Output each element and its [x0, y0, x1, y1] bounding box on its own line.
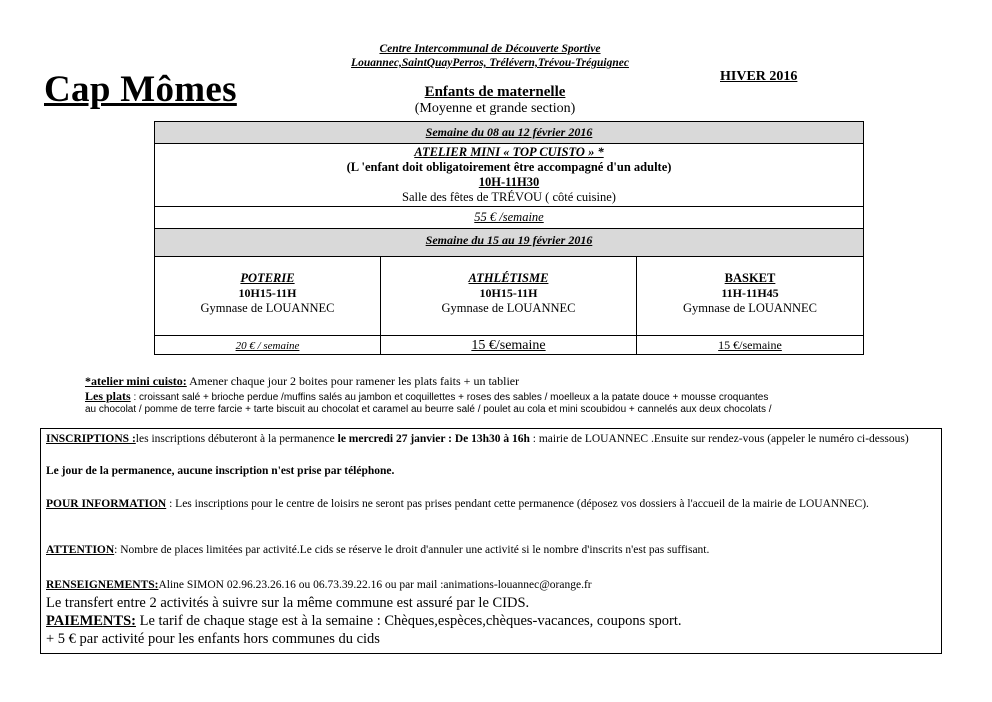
- activity-name: POTERIE: [240, 271, 295, 285]
- attention-label: ATTENTION: [46, 544, 115, 556]
- atelier-place: Salle des fêtes de TRÉVOU ( côté cuisine): [402, 190, 616, 204]
- activities-row: [155, 257, 863, 336]
- activity-price: 20 € / semaine: [235, 340, 300, 352]
- paiements-line: [46, 613, 936, 630]
- activity-time: 11H-11H45: [721, 286, 779, 300]
- activity-place: Gymnase de LOUANNEC: [682, 301, 817, 315]
- inscriptions-text-2: : mairie de LOUANNEC .Ensuite sur rendez-vous (appeler le numéro ci-dessous): [529, 433, 909, 445]
- group-subtitle: (Moyenne et grande section): [414, 101, 576, 116]
- price-cell: [381, 336, 637, 354]
- activity-cell-athletisme: [381, 257, 637, 335]
- activity-name: ATHLÉTISME: [468, 271, 549, 285]
- info-box: [40, 428, 942, 654]
- plats-text-1: : croissant salé + brioche perdue /muffins salés au jambon et coquillettes + roses des sables / moelleux a la patate douce + mousse croquantes: [130, 392, 769, 403]
- transfert-line: Le transfert entre 2 activités à suivre sur la même commune est assuré par le CIDS.: [46, 595, 530, 611]
- org-line-1: Centre Intercommunal de Découverte Sportive: [379, 43, 601, 55]
- org-line-2: Louannec,SaintQuayPerros, Trélévern,Trévou-Tréguignec: [351, 57, 629, 69]
- prices-row: [155, 336, 863, 354]
- brand-title: Cap Mômes: [44, 69, 237, 110]
- atelier-price: 55 € /semaine: [474, 210, 544, 224]
- atelier-note-line: [85, 374, 519, 389]
- inscriptions-paragraph: [46, 432, 936, 447]
- week1-header-row: [155, 122, 863, 144]
- price-cell: [155, 336, 381, 354]
- renseignements-text: Aline SIMON 02.96.23.26.16 ou 06.73.39.22.16 ou par mail :animations-louannec@orange.fr: [158, 579, 592, 591]
- renseignements-paragraph: [46, 578, 936, 593]
- inscriptions-date: le mercredi 27 janvier : De 13h30 à 16h: [337, 433, 530, 445]
- activity-cell-basket: [637, 257, 863, 335]
- atelier-price-row: [155, 207, 863, 229]
- activity-place: Gymnase de LOUANNEC: [200, 301, 335, 315]
- activity-price: 15 €/semaine: [718, 338, 782, 352]
- atelier-title: ATELIER MINI « TOP CUISTO » *: [414, 145, 604, 159]
- pour-info-label: POUR INFORMATION: [46, 498, 167, 510]
- atelier-note-label: *atelier mini cuisto:: [85, 374, 187, 388]
- inscriptions-warning: Le jour de la permanence, aucune inscription n'est prise par téléphone.: [46, 465, 395, 477]
- atelier-note: (L 'enfant doit obligatoirement être accompagné d'un adulte): [346, 160, 672, 174]
- group-title: Enfants de maternelle: [424, 84, 566, 100]
- paiements-label: PAIEMENTS:: [46, 613, 136, 629]
- activity-cell-poterie: [155, 257, 381, 335]
- plats-line-2: au chocolat / pomme de terre farcie + tarte biscuit au chocolat et caramel au beurre salé / poulet au cola et mini scoubidou + cannelés aux deux chocolats /: [85, 404, 772, 415]
- attention-paragraph: [46, 543, 936, 558]
- renseignements-label: RENSEIGNEMENTS:: [46, 579, 159, 591]
- atelier-time: 10H-11H30: [478, 175, 540, 189]
- price-cell: [637, 336, 863, 354]
- season-label: HIVER 2016: [720, 69, 798, 84]
- atelier-note-text: Amener chaque jour 2 boites pour ramener les plats faits + un tablier: [186, 374, 520, 388]
- activity-place: Gymnase de LOUANNEC: [441, 301, 576, 315]
- pour-info-paragraph: [46, 497, 936, 512]
- supplement-line: + 5 € par activité pour les enfants hors communes du cids: [46, 631, 380, 647]
- attention-text: : Nombre de places limitées par activité.Le cids se réserve le droit d'annuler une activité si le nombre d'inscrits n'est pas suffisant.: [114, 544, 710, 556]
- paiements-text: Le tarif de chaque stage est à la semaine : Chèques,espèces,chèques-vacances, coupons sport.: [135, 613, 682, 629]
- week2-header-row: [155, 229, 863, 257]
- plats-line-1: [85, 389, 768, 404]
- inscriptions-label: INSCRIPTIONS :: [46, 433, 136, 445]
- schedule-table: [154, 121, 864, 355]
- activity-time: 10H15-11H: [238, 286, 297, 300]
- inscriptions-text-1: les inscriptions débuteront à la permanence: [135, 433, 338, 445]
- activity-time: 10H15-11H: [479, 286, 538, 300]
- atelier-row: [155, 144, 863, 207]
- activity-price: 15 €/semaine: [471, 338, 546, 353]
- plats-label: Les plats: [85, 389, 131, 403]
- week1-header: Semaine du 08 au 12 février 2016: [425, 125, 593, 139]
- week2-header: Semaine du 15 au 19 février 2016: [425, 233, 593, 247]
- pour-info-text: : Les inscriptions pour le centre de loisirs ne seront pas prises pendant cette permanence (déposez vos dossiers à l'accueil de la mairie de LOUANNEC).: [166, 498, 869, 510]
- activity-name: BASKET: [724, 271, 776, 285]
